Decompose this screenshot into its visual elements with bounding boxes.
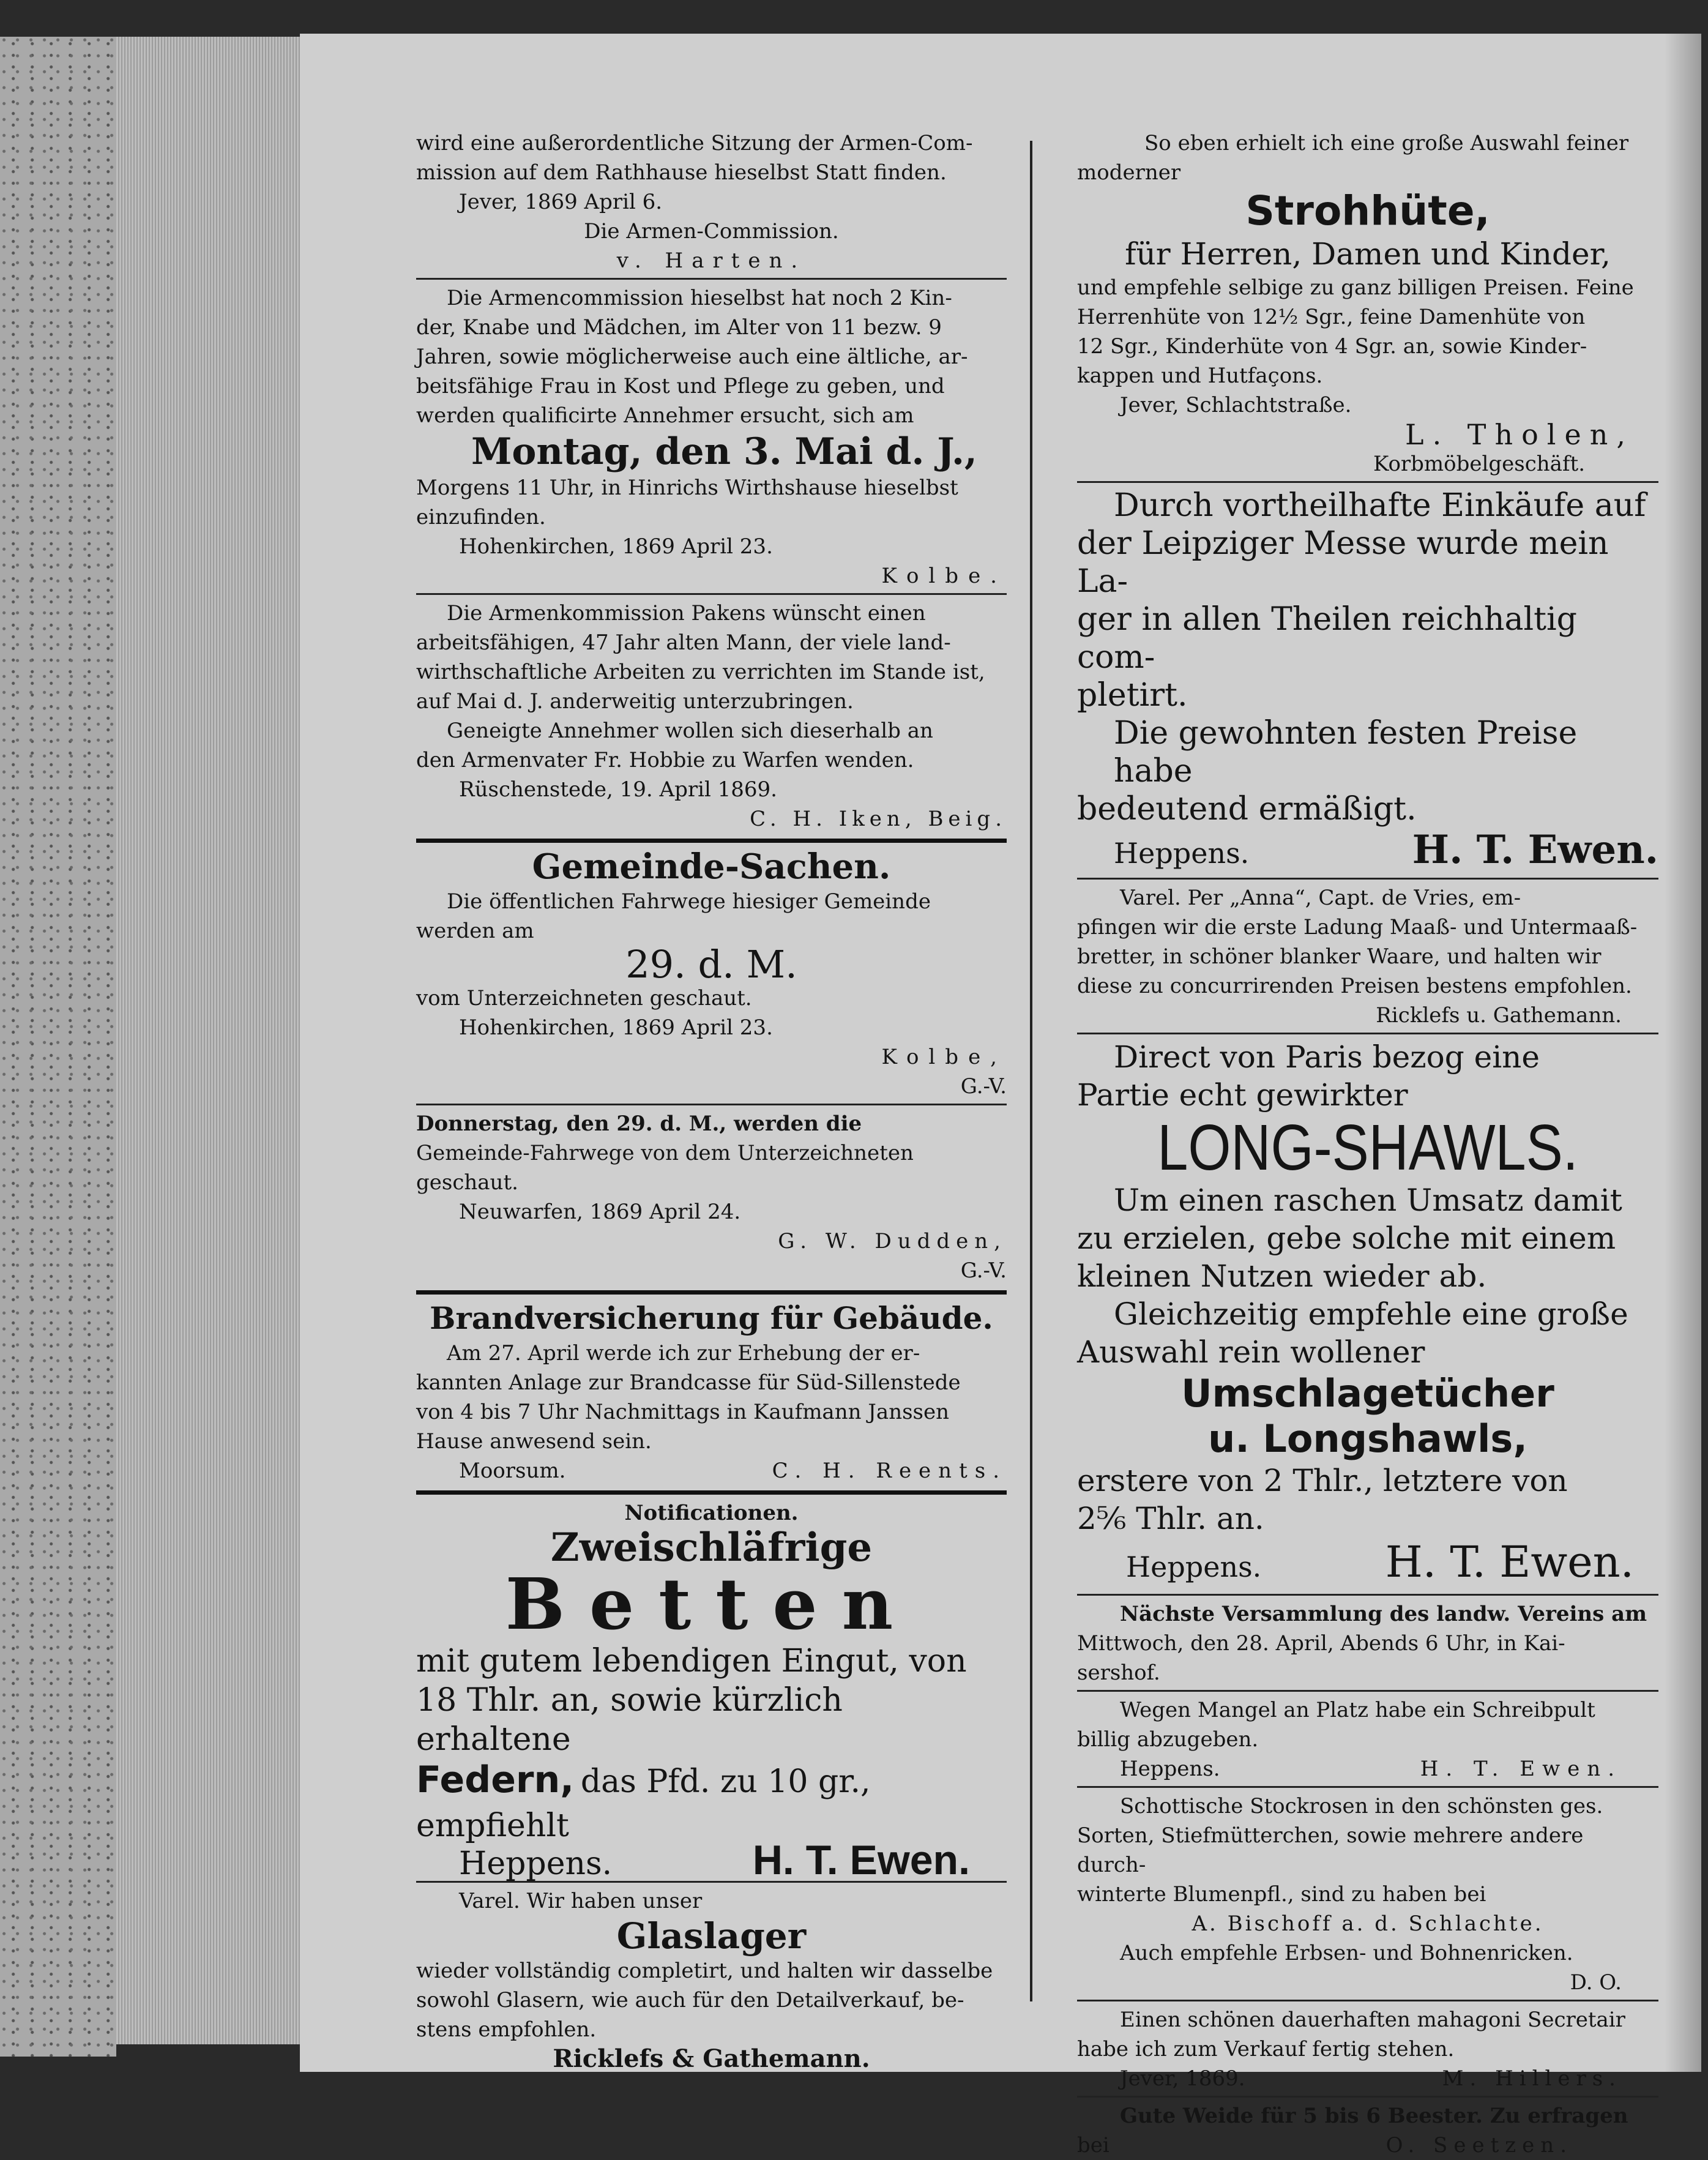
page-curl-shadow	[1665, 34, 1701, 2072]
ad-bold-heading: Umschlagetücher	[1181, 1371, 1554, 1416]
ad-signature: Kolbe,	[881, 1045, 1007, 1069]
ad-gemeinde-sachen	[416, 846, 1007, 1101]
ad-date: Hohenkirchen, 1869 April 23.	[459, 534, 773, 559]
ad-text-line: billig abzugeben.	[1077, 1727, 1259, 1752]
ad-text-line: winterte Blumenpfl., sind zu haben bei	[1077, 1882, 1486, 1907]
ad-text-line: Gemeinde-Fahrwege von dem Unterzeichneten geschaut.	[416, 1141, 914, 1195]
rule	[1077, 2096, 1658, 2098]
ad-text-line: Gute Weide für 5 bis 6 Beester. Zu erfragen	[1120, 2104, 1628, 2128]
ad-text-line: Varel. Per „Anna“, Capt. de Vries, em-	[1120, 886, 1521, 910]
ad-signature: H. T. Ewen.	[752, 1837, 970, 1883]
ad-long-shawls	[1077, 1038, 1658, 1591]
ad-text-line: mit gutem lebendigen Eingut, von	[416, 1643, 967, 1680]
ad-text-line: Auch empfehle Erbsen- und Bohnenricken.	[1120, 1941, 1573, 1965]
ad-text-line: beitsfähige Frau in Kost und Pflege zu geben, und	[416, 374, 945, 398]
ad-text-line: Jahren, sowie möglicherweise auch eine ältliche, ar-	[416, 345, 968, 369]
ad-text-line: 12 Sgr., Kinderhüte von 4 Sgr. an, sowie Kinder-	[1077, 334, 1587, 359]
ad-stockrosen	[1077, 1792, 1658, 1997]
ad-text-line: sowohl Glasern, wie auch für den Detailverkauf, be-	[416, 1988, 964, 2012]
rule	[1077, 2000, 1658, 2001]
ad-text-line: ger in allen Theilen reichhaltig com-	[1077, 601, 1577, 676]
ad-signature: M. Hillers.	[1442, 2066, 1622, 2091]
ad-text-line: wirthschaftliche Arbeiten zu verrichten im Stande ist,	[416, 660, 985, 684]
ad-org: Die Armen-Commission.	[584, 219, 839, 244]
ad-text-line: der Leipziger Messe wurde mein La-	[1077, 525, 1609, 600]
ad-text-line: von 4 bis 7 Uhr Nachmittags in Kaufmann Janssen	[416, 1400, 950, 1424]
ad-text-line: wird eine außerordentliche Sitzung der Armen-Com-	[416, 131, 973, 155]
ad-signature: A. Bischoff a. d. Schlachte.	[1191, 1911, 1544, 1936]
ad-text-line: Am 27. April werde ich zur Erhebung der er-	[447, 1341, 920, 1366]
ad-text-line: erstere von 2 Thlr., letztere von	[1077, 1463, 1568, 1498]
ad-text-line: Durch vortheilhafte Einkäufe auf	[1114, 487, 1646, 524]
ad-signature: Ricklefs & Gathemann.	[553, 2044, 870, 2073]
ad-text-line: stens empfohlen.	[416, 2017, 597, 2042]
right-column	[1077, 129, 1658, 2160]
ad-text-line: sershof.	[1077, 1661, 1160, 1685]
ad-text-line: und empfehle selbige zu ganz billigen Preisen. Feine	[1077, 275, 1634, 300]
ad-text-line: pletirt.	[1077, 677, 1188, 714]
ad-intro: Varel. Wir haben unser	[459, 1889, 703, 1913]
ad-big-heading: LONG-SHAWLS.	[1157, 1112, 1578, 1184]
ad-footer	[1077, 2064, 1658, 2093]
ad-brandversicherung	[416, 1298, 1007, 1485]
ad-text-line: Sorten, Stiefmütterchen, sowie mehrere andere durch-	[1077, 1823, 1584, 1877]
ad-neuwarfen-fahrwege	[416, 1109, 1007, 1285]
ad-footer	[1077, 2131, 1658, 2160]
ad-place: Moorsum.	[459, 1459, 566, 1483]
ad-place: Jever, 1869.	[1120, 2066, 1245, 2091]
ad-place: Heppens.	[459, 1845, 613, 1882]
ad-strohhuete	[1077, 129, 1658, 479]
ad-text-line: Direct von Paris bezog eine	[1114, 1039, 1540, 1075]
ad-text-line: kleinen Nutzen wieder ab.	[1077, 1258, 1487, 1294]
ad-text-line: Hause anwesend sein.	[416, 1429, 652, 1454]
ad-signature: C. H. Iken, Beig.	[750, 807, 1007, 831]
section-heading: Strohhüte,	[1245, 187, 1490, 234]
ad-signature: D. O.	[1570, 1970, 1622, 1995]
section-heading: Gemeinde-Sachen.	[532, 846, 891, 887]
ad-footer	[416, 1456, 1007, 1485]
ad-place: Heppens.	[1114, 837, 1250, 870]
section-kicker: Notificationen.	[624, 1501, 799, 1525]
section-heading: Zweischläfrige	[550, 1525, 873, 1571]
rule	[1077, 1786, 1658, 1788]
ad-text-line: 18 Thlr. an, sowie kürzlich erhaltene	[416, 1682, 843, 1758]
rule	[1077, 1033, 1658, 1034]
ad-text-line: Mittwoch, den 28. April, Abends 6 Uhr, in Kai-	[1077, 1631, 1565, 1656]
ad-big-date: 29. d. M.	[625, 942, 797, 987]
ad-footer	[1077, 1538, 1658, 1591]
ad-date: Neuwarfen, 1869 April 24.	[459, 1200, 741, 1224]
ad-text-line: 2⁵⁄₆ Thlr. an.	[1077, 1501, 1264, 1536]
ad-signature: H. T. Ewen.	[1412, 827, 1658, 873]
ad-armencommission-kinder	[416, 283, 1007, 591]
ad-text-line: So eben erhielt ich eine große Auswahl feiner	[1144, 131, 1629, 155]
heavy-rule	[416, 1290, 1007, 1295]
ad-date: Jever, 1869 April 6.	[459, 190, 663, 214]
ad-glaslager	[416, 1886, 1007, 2074]
ad-signature: C. H. Reents.	[772, 1459, 1007, 1483]
ad-text-line: Geneigte Annehmer wollen sich dieserhalb an	[447, 719, 933, 743]
ad-text-line: einzufinden.	[416, 505, 546, 529]
ad-place: Heppens.	[1126, 1550, 1262, 1583]
ad-place: Heppens.	[1120, 1757, 1220, 1781]
heavy-rule	[416, 1490, 1007, 1495]
ad-bold-word: Federn,	[416, 1758, 574, 1801]
ad-armenkommission-pakens	[416, 599, 1007, 834]
ad-date: Hohenkirchen, 1869 April 23.	[459, 1015, 773, 1040]
ad-text-line: zu erzielen, gebe solche mit einem	[1077, 1220, 1616, 1256]
rule	[1077, 481, 1658, 483]
ad-place: Jever, Schlachtstraße.	[1120, 393, 1352, 417]
ad-text-line: bei	[1077, 2133, 1109, 2158]
ad-text-line: bretter, in schöner blanker Waare, und halten wir	[1077, 944, 1602, 969]
rule	[1077, 878, 1658, 880]
ad-subheading: für Herren, Damen und Kinder,	[1125, 236, 1611, 272]
ad-text-line: habe ich zum Verkauf fertig stehen.	[1077, 2037, 1455, 2061]
ad-text-line: Auswahl rein wollener	[1077, 1334, 1425, 1370]
ad-text-line: Die Armenkommission Pakens wünscht einen	[447, 601, 926, 626]
ad-text-line: Partie echt gewirkter	[1077, 1077, 1408, 1113]
ad-text-line: der, Knabe und Mädchen, im Alter von 11 bezw. 9	[416, 315, 942, 340]
ad-text-line: Gleichzeitig empfehle eine große	[1114, 1296, 1628, 1332]
ad-text-line: Herrenhüte von 12½ Sgr., feine Damenhüte von	[1077, 305, 1586, 329]
ad-text-line: Donnerstag, den 29. d. M., werden die	[416, 1112, 862, 1136]
page-edges	[116, 37, 300, 2044]
ad-signature: O. Seetzen.	[1385, 2133, 1573, 2158]
ad-text-line: den Armenvater Fr. Hobbie zu Warfen wenden.	[416, 748, 914, 772]
ad-signature: Ricklefs u. Gathemann.	[1376, 1003, 1622, 1028]
ad-text-line: Die Armencommission hieselbst hat noch 2 Kin-	[447, 286, 952, 310]
ad-text-line: kappen und Hutfaçons.	[1077, 364, 1323, 388]
rule	[416, 1104, 1007, 1105]
ad-betten	[416, 1498, 1007, 1883]
ad-bold-heading: u. Longshawls,	[1208, 1416, 1527, 1461]
ad-text-line: Um einen raschen Umsatz damit	[1114, 1183, 1622, 1218]
ad-text-line: Wegen Mangel an Platz habe ein Schreibpult	[1120, 1698, 1595, 1722]
ad-signature-title: G.-V.	[960, 1258, 1007, 1283]
rule	[416, 593, 1007, 595]
ad-text-line: werden am	[416, 919, 534, 943]
ad-weide	[1077, 2101, 1658, 2160]
ad-varel-bretter	[1077, 883, 1658, 1030]
ad-landw-verein	[1077, 1599, 1658, 1687]
ad-text-line: kannten Anlage zur Brandcasse für Süd-Sillenstede	[416, 1370, 961, 1395]
ad-signature: H. T. Ewen.	[1420, 1757, 1622, 1781]
ad-text-line: Schottische Stockrosen in den schönsten ges.	[1120, 1794, 1603, 1818]
ad-text-line: diese zu concurrirenden Preisen bestens empfohlen.	[1077, 974, 1632, 998]
rule	[1077, 1594, 1658, 1596]
ad-huge-heading: Betten	[505, 1563, 918, 1646]
book-spine	[0, 37, 116, 2057]
ad-federn-line	[416, 1759, 1007, 1806]
ad-text-line: auf Mai d. J. anderweitig unterzubringen.	[416, 689, 854, 714]
ad-text-line: Morgens 11 Uhr, in Hinrichs Wirthshause hieselbst	[416, 476, 958, 500]
ad-secretair	[1077, 2005, 1658, 2093]
column-divider	[1030, 141, 1032, 2001]
section-heading: Brandversicherung für Gebäude.	[430, 1300, 993, 1336]
ad-text-line: Die gewohnten festen Preise habe	[1114, 715, 1578, 790]
ad-footer	[1077, 1754, 1658, 1784]
ad-text-line: werden qualificirte Annehmer ersucht, sich am	[416, 403, 914, 428]
ad-leipziger-messe	[1077, 487, 1658, 875]
ad-signature: G. W. Dudden,	[778, 1229, 1007, 1254]
left-column	[416, 129, 1007, 2074]
ad-bold-date: Montag, den 3. Mai d. J.,	[471, 430, 977, 473]
ad-text-line: pfingen wir die erste Ladung Maaß- und Untermaaß-	[1077, 915, 1638, 940]
ad-text-line: mission auf dem Rathhause hieselbst Statt finden.	[416, 160, 947, 185]
ad-text-line: Die öffentlichen Fahrwege hiesiger Gemeinde	[447, 889, 931, 914]
rule	[1077, 1690, 1658, 1692]
ad-text-line: arbeitsfähigen, 47 Jahr alten Mann, der viele land-	[416, 630, 951, 655]
ad-text-line: das Pfd. zu 10 gr.,	[580, 1763, 871, 1800]
ad-text-line: Einen schönen dauerhaften mahagoni Secretair	[1120, 2008, 1625, 2032]
ad-text-line: wieder vollständig completirt, und halten wir dasselbe	[416, 1959, 993, 1983]
rule	[416, 278, 1007, 280]
ad-text-line: vom Unterzeichneten geschaut.	[416, 986, 752, 1011]
ad-signature: v. Harten.	[616, 249, 807, 273]
ad-armen-sitzung	[416, 129, 1007, 275]
ad-text-line: bedeutend ermäßigt.	[1077, 791, 1417, 828]
ad-signature-title: G.-V.	[960, 1074, 1007, 1099]
heavy-rule	[416, 839, 1007, 843]
ad-schreibpult	[1077, 1695, 1658, 1784]
section-heading: Glaslager	[616, 1915, 807, 1957]
ad-signature: L. Tholen,	[1405, 418, 1634, 451]
ad-footer	[416, 1837, 1007, 1883]
ad-text-line: Nächste Versammlung des landw. Vereins am	[1120, 1602, 1647, 1626]
ad-footer	[1077, 828, 1658, 875]
ad-signature: H. T. Ewen.	[1385, 1537, 1634, 1587]
ad-date: Rüschenstede, 19. April 1869.	[459, 777, 777, 802]
ad-text-line: moderner	[1077, 160, 1181, 185]
newspaper-page	[300, 34, 1701, 2158]
ad-text-line: empfiehlt	[416, 1807, 569, 1844]
ad-signature: Kolbe.	[881, 564, 1007, 588]
ad-signature-trade: Korbmöbelgeschäft.	[1373, 452, 1585, 476]
